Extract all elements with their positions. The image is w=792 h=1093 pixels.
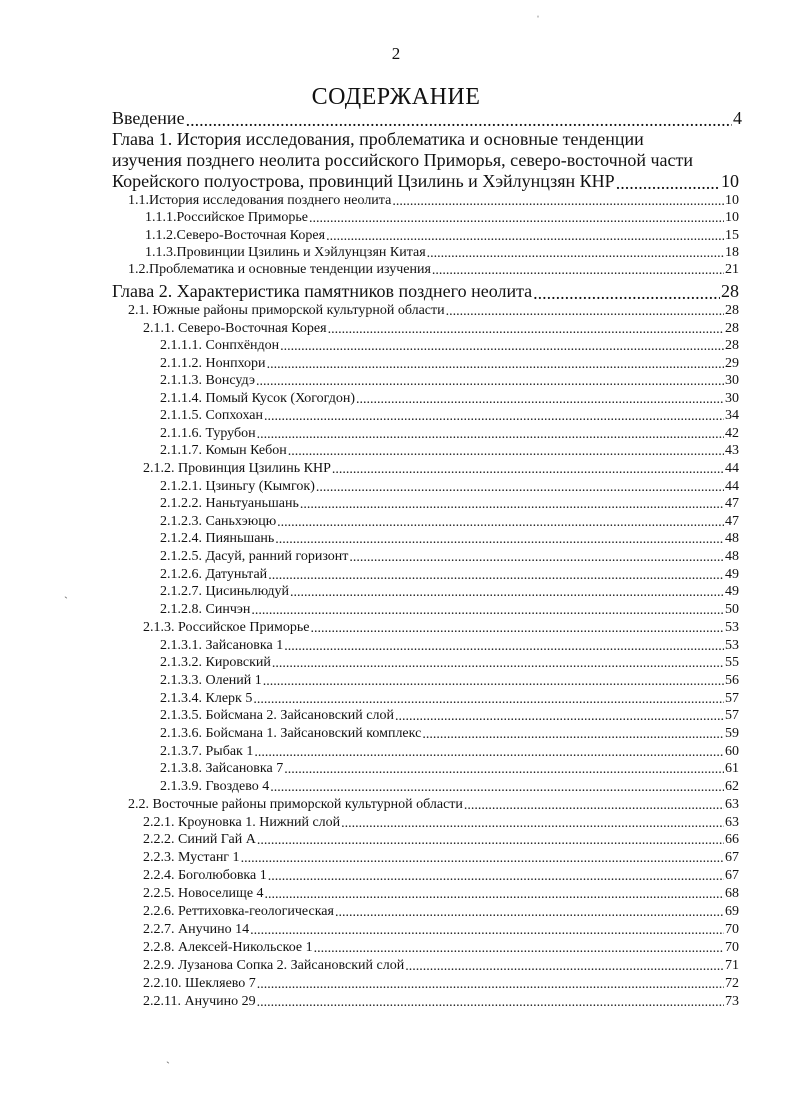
toc-entry[interactable] [143,832,739,848]
toc-entry-page: 44 [725,461,739,476]
toc-entry[interactable] [160,479,739,495]
leader-dots [332,463,724,477]
toc-entry-label: 2.1.2.6. Датуньтай [160,567,268,582]
toc-entry[interactable] [143,886,739,902]
leader-dots [268,569,724,583]
toc-entry-page: 29 [725,356,739,371]
leader-dots [356,393,724,407]
toc-entry-page: 61 [725,761,739,776]
toc-entry-label: 2.1.3.4. Клерк 5 [160,691,253,706]
toc-entry[interactable] [160,391,739,407]
leader-dots [253,693,724,707]
toc-entry-page: 57 [725,708,739,723]
toc-entry-page: 34 [725,408,739,423]
toc-entry-label: 2.1.3.2. Кировский [160,655,271,670]
toc-entry-label: 2.1.1. Северо-Восточная Корея [143,321,327,336]
toc-entry-page: 44 [725,479,739,494]
toc-entry-number: 1.1.3. [145,245,177,260]
toc-entry-page: 68 [725,886,739,901]
toc-entry-page: 42 [725,426,739,441]
toc-entry[interactable] [128,303,739,319]
toc-entry-page: 48 [725,549,739,564]
leader-dots [257,834,724,848]
leader-dots [250,924,724,938]
toc-entry[interactable] [143,940,739,956]
toc-entry-page: 4 [733,108,742,128]
toc-entry[interactable] [160,708,739,724]
toc-entry-page: 49 [725,567,739,582]
toc-entry-label: 2.1.3.1. Зайсановка 1 [160,638,284,653]
leader-dots [257,996,724,1010]
toc-entry-page: 30 [725,391,739,406]
leader-dots [616,174,720,192]
toc-entry[interactable] [143,976,739,992]
toc-entry-page: 28 [725,303,739,318]
leader-dots [265,888,724,902]
toc-entry-label: 2.1.3. Российское Приморье [143,620,310,635]
leader-dots [256,375,724,389]
leader-dots [251,604,724,618]
toc-entry[interactable] [128,193,739,209]
toc-entry[interactable] [160,549,739,565]
toc-entry-label: Проблематика и основные тенденции изучения [149,262,431,277]
toc-entry-page: 53 [725,638,739,653]
leader-dots [268,870,724,884]
leader-dots [533,284,720,302]
toc-entry-number: 1.1. [128,193,149,208]
toc-entry-label: История исследования позднего неолита [149,193,392,208]
chapter-1-heading-line-1[interactable]: Глава 1. История исследования, проблематика и основные тенденции [112,129,644,149]
toc-entry-page: 60 [725,744,739,759]
toc-entry-label: 2.2.5. Новоселище 4 [143,886,264,901]
toc-entry-label: 2.2. Восточные районы приморской культурной области [128,797,463,812]
toc-entry-page: 63 [725,815,739,830]
toc-entry-page: 28 [725,338,739,353]
toc-entry-label: 2.2.2. Синий Гай А [143,832,256,847]
toc-entry[interactable] [160,356,739,372]
toc-entry-label: 2.1.1.2. Нонпхори [160,356,266,371]
toc-entry[interactable] [160,761,739,777]
toc-entry-label: 2.1.3.8. Зайсановка 7 [160,761,284,776]
toc-entry-page: 15 [725,228,739,243]
toc-entry[interactable] [143,904,739,920]
toc-entry-page: 59 [725,726,739,741]
toc-entry-label: 2.1.2.4. Пияньшань [160,531,275,546]
toc-entry-label: Глава 2. Характеристика памятников позднего неолита [112,281,533,301]
toc-entry-label: 2.2.10. Шекляево 7 [143,976,256,991]
chapter-1-heading-line-2[interactable]: изучения позднего неолита российского Приморья, северо-восточной части [112,150,694,170]
toc-entry-page: 73 [725,994,739,1009]
toc-entry-label: 2.1. Южные районы приморской культурной области [128,303,445,318]
toc-entry-page: 57 [725,691,739,706]
leader-dots [186,111,732,129]
toc-entry[interactable] [143,994,739,1010]
leader-dots [275,533,724,547]
toc-entry[interactable] [145,210,739,226]
toc-entry[interactable] [160,531,739,547]
toc-entry-label: Введение [112,108,185,128]
toc-entry-page: 47 [725,496,739,511]
toc-entry-label: 2.2.8. Алексей-Никольское 1 [143,940,313,955]
toc-entry-label: 2.1.1.5. Сопхохан [160,408,263,423]
scan-mark: ˎ [64,585,68,599]
toc-entry-page: 49 [725,584,739,599]
toc-entry[interactable] [160,655,739,671]
toc-entry-label: 2.1.3.9. Гвоздево 4 [160,779,270,794]
toc-entry-label: 2.1.2.5. Дасуй, ранний горизонт [160,549,349,564]
leader-dots [264,410,724,424]
leader-dots [335,906,724,920]
leader-dots [280,340,724,354]
toc-entry[interactable] [143,850,739,866]
toc-entry-label: Северо-Восточная Корея [176,228,326,243]
leader-dots [263,675,724,689]
toc-entry-page: 69 [725,904,739,919]
page-number: 2 [391,44,401,63]
toc-entry-page: 30 [725,373,739,388]
toc-entry-label: 2.2.7. Анучино 14 [143,922,250,937]
toc-entry[interactable] [143,461,739,477]
leader-dots [422,728,724,742]
toc-entry[interactable] [160,426,739,442]
toc-entry-page: 70 [725,940,739,955]
leader-dots [309,212,724,226]
toc-entry[interactable] [143,922,739,938]
toc-entry-chapter-1[interactable] [112,171,739,192]
toc-entry[interactable] [160,408,739,424]
toc-entry-number: 1.2. [128,262,149,277]
toc-entry-page: 63 [725,797,739,812]
leader-dots [326,230,724,244]
toc-entry[interactable] [143,815,739,831]
toc-entry[interactable] [160,584,739,600]
toc-entry-label: 2.1.3.6. Бойсмана 1. Зайсановский комплекс [160,726,422,741]
toc-entry-label: 2.1.1.6. Турубон [160,426,256,441]
toc-entry-label: Провинции Цзилинь и Хэйлунцзян Китая [176,245,426,260]
toc-entry[interactable] [160,673,739,689]
toc-entry-page: 70 [725,922,739,937]
toc-entry-page: 67 [725,868,739,883]
toc-entry-label: 2.1.2.2. Наньтуаньшань [160,496,299,511]
leader-dots [257,978,724,992]
toc-entry[interactable] [160,443,739,459]
leader-dots [464,799,724,813]
leader-dots [405,960,724,974]
toc-entry[interactable] [145,228,739,244]
toc-entry-page: 47 [725,514,739,529]
toc-entry[interactable] [143,868,739,884]
toc-entry-page: 53 [725,620,739,635]
toc-entry-page: 56 [725,673,739,688]
toc-entry-page: 62 [725,779,739,794]
toc-entry[interactable] [160,779,739,795]
toc-entry-number: 1.1.2. [145,228,177,243]
toc-entry-label: 2.2.4. Боголюбовка 1 [143,868,267,883]
page-title: СОДЕРЖАНИЕ [311,84,481,110]
scan-mark: ˌ [536,4,540,18]
leader-dots [446,305,724,319]
leader-dots [288,445,724,459]
toc-entry[interactable] [160,638,739,654]
scan-mark: ˎ [166,1050,170,1064]
leader-dots [314,942,724,956]
toc-entry[interactable] [160,744,739,760]
toc-entry-page: 28 [721,281,739,301]
leader-dots [290,586,724,600]
toc-entry[interactable] [143,620,739,636]
leader-dots [349,551,724,565]
toc-entry-label: Корейского полуострова, провинций Цзилинь и Хэйлунцзян КНР [112,171,615,191]
toc-entry-label: 2.1.2.8. Синчэн [160,602,251,617]
leader-dots [432,264,724,278]
leader-dots [392,195,724,209]
toc-entry-page: 67 [725,850,739,865]
toc-entry[interactable] [160,514,739,530]
leader-dots [272,657,724,671]
toc-entry-number: 1.1.1. [145,210,177,225]
toc-entry-label: 2.1.2.7. Цисиньлюдуй [160,584,290,599]
toc-entry[interactable] [160,691,739,707]
leader-dots [316,481,724,495]
toc-entry[interactable] [160,373,739,389]
toc-entry[interactable] [143,958,739,974]
toc-entry-label: 2.1.1.7. Комын Кебон [160,443,287,458]
toc-entry-label: 2.1.3.3. Олений 1 [160,673,262,688]
toc-entry-label: 2.1.2.1. Цзиньгу (Кымгок) [160,479,315,494]
toc-entry-page: 10 [725,193,739,208]
leader-dots [270,781,724,795]
leader-dots [300,498,724,512]
toc-entry-label: 2.2.9. Лузанова Сопка 2. Зайсановский слой [143,958,405,973]
leader-dots [267,358,724,372]
toc-entry-label: 2.1.2.3. Саньхэюцю [160,514,277,529]
toc-entry[interactable] [160,496,739,512]
toc-entry-label: 2.1.1.3. Вонсудэ [160,373,255,388]
toc-entry-page: 72 [725,976,739,991]
toc-entry-page: 18 [725,245,739,260]
toc-entry-page: 28 [725,321,739,336]
toc-entry[interactable] [143,321,739,337]
toc-entry-label: 2.2.6. Реттиховка-геологическая [143,904,334,919]
toc-entry-label: 2.1.3.7. Рыбак 1 [160,744,254,759]
leader-dots [277,516,724,530]
toc-entry-label: 2.2.11. Анучино 29 [143,994,256,1009]
toc-entry-label: 2.2.1. Кроуновка 1. Нижний слой [143,815,341,830]
toc-entry[interactable] [128,797,739,813]
toc-entry-page: 50 [725,602,739,617]
toc-entry-page: 48 [725,531,739,546]
leader-dots [427,247,724,261]
toc-entry[interactable] [160,567,739,583]
toc-entry[interactable] [128,262,739,278]
leader-dots [254,746,724,760]
toc-entry[interactable] [160,338,739,354]
toc-entry-label: 2.1.1.4. Помый Кусок (Хогогдон) [160,391,356,406]
toc-entry[interactable] [145,245,739,261]
toc-entry-page: 71 [725,958,739,973]
leader-dots [395,710,724,724]
toc-entry-label: 2.1.3.5. Бойсмана 2. Зайсановский слой [160,708,394,723]
leader-dots [284,640,724,654]
leader-dots [341,817,724,831]
leader-dots [257,428,724,442]
toc-entry-intro[interactable] [112,108,742,129]
toc-entry-label: Российское Приморье [176,210,308,225]
toc-entry-page: 43 [725,443,739,458]
toc-entry[interactable] [160,602,739,618]
leader-dots [241,852,724,866]
toc-entry-label: 2.1.1.1. Сонпхёндон [160,338,280,353]
toc-entry-page: 66 [725,832,739,847]
toc-entry-page: 55 [725,655,739,670]
toc-entry-page: 10 [725,210,739,225]
toc-entry-page: 21 [725,262,739,277]
leader-dots [284,763,724,777]
toc-entry-chapter-2[interactable] [112,281,739,302]
toc-entry-page: 10 [721,171,739,191]
leader-dots [328,323,724,337]
leader-dots [310,622,724,636]
toc-entry[interactable] [160,726,739,742]
toc-entry-label: 2.2.3. Мустанг 1 [143,850,240,865]
toc-entry-label: 2.1.2. Провинция Цзилинь КНР [143,461,331,476]
